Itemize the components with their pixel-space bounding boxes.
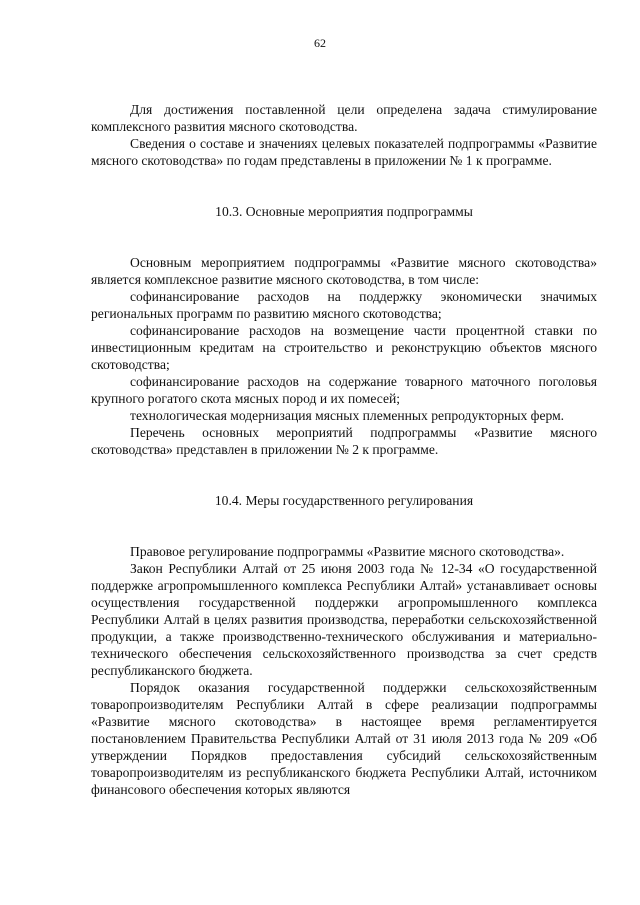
paragraph-law: Закон Республики Алтай от 25 июня 2003 года № 12-34 «О государственной поддержке агропромышленного комплекса Республики Алтай» устанавливает основы осуществления государственной поддержки агропромышленного комплекса Республики Алтай в целях развития производства, переработки сельскохозяйственной продукции, а также производственно-технического обслуживания и материально-технического обеспечения сельскохозяйственного производства за счет средств республиканского бюджета. bbox=[91, 561, 597, 678]
paragraph-measure-item: софинансирование расходов на содержание товарного маточного поголовья крупного рогатого скота мясных пород и их помесей; bbox=[91, 374, 597, 406]
paragraph-measure-item: технологическая модернизация мясных племенных репродукторных ферм. bbox=[130, 408, 565, 423]
document-body bbox=[91, 101, 597, 798]
spacer bbox=[91, 220, 597, 254]
paragraph-measure-item: софинансирование расходов на поддержку экономически значимых региональных программ по развитию мясного скотоводства; bbox=[91, 289, 597, 321]
section-title-10-4: 10.4. Меры государственного регулирования bbox=[214, 493, 474, 508]
section-title-10-3: 10.3. Основные мероприятия подпрограммы bbox=[215, 204, 473, 219]
page-number: 62 bbox=[314, 36, 326, 50]
spacer bbox=[91, 509, 597, 543]
paragraph-measure-item: софинансирование расходов на возмещение части процентной ставки по инвестиционным кредитам на строительство и реконструкцию объектов мясного скотоводства; bbox=[91, 323, 597, 372]
paragraph-measures-list: Перечень основных мероприятий подпрограммы «Развитие мясного скотоводства» представлен в приложении № 2 к программе. bbox=[91, 425, 597, 457]
spacer bbox=[91, 169, 597, 203]
paragraph-indicators: Сведения о составе и значениях целевых показателей подпрограммы «Развитие мясного скотоводства» по годам представлены в приложении № 1 к программе. bbox=[91, 136, 597, 168]
paragraph-legal-regulation: Правовое регулирование подпрограммы «Развитие мясного скотоводства». bbox=[130, 544, 565, 559]
spacer bbox=[91, 458, 597, 492]
paragraph-goal: Для достижения поставленной цели определена задача стимулирование комплексного развития мясного скотоводства. bbox=[91, 102, 597, 134]
paragraph-support-procedure: Порядок оказания государственной поддержки сельскохозяйственным товаропроизводителям Республики Алтай в сфере реализации подпрограммы «Развитие мясного скотоводства» в настоящее время регламентируется постановлением Правительства Республики Алтай от 31 июля 2013 года № 209 «Об утверждении Порядков предоставления субсидий сельскохозяйственным товаропроизводителям из республиканского бюджета Республики Алтай, источником финансового обеспечения которых являются bbox=[91, 680, 597, 797]
paragraph-main-measure: Основным мероприятием подпрограммы «Развитие мясного скотоводства» является комплексное развитие мясного скотоводства, в том числе: bbox=[91, 255, 597, 287]
